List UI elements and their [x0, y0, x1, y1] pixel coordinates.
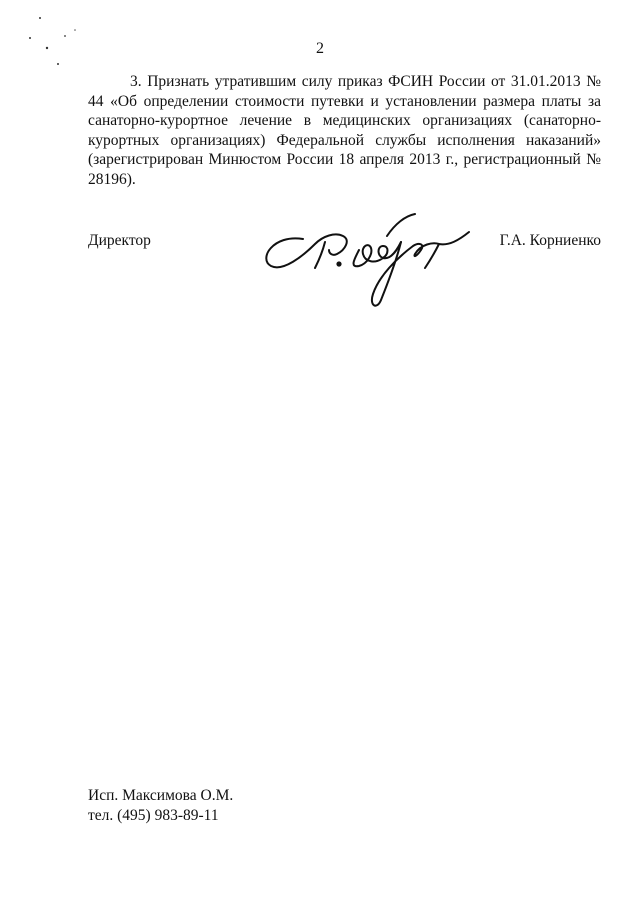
- page-number: 2: [316, 40, 324, 57]
- signature-block: [88, 232, 601, 302]
- clause-paragraph: [88, 72, 601, 189]
- handwritten-signature: [263, 184, 473, 309]
- clause-text: Признать утратившим силу приказ ФСИН России от 31.01.2013 № 44 «Об определении стоимости путевки и установлении размера платы за санаторно-курортное лечение в медицинских организациях (санаторно-курортных организациях) Федеральной службы исполнения наказаний» (зарегистрирован Минюстом России 18 апреля 2013 г., регистрационный № 28196).: [88, 73, 601, 188]
- clause-number: 3.: [130, 73, 142, 90]
- executor-block: [88, 786, 233, 826]
- executor-name: Исп. Максимова О.М.: [88, 787, 234, 804]
- signer-name: Г.А. Корниенко: [499, 232, 601, 249]
- executor-phone: тел. (495) 983-89-11: [88, 807, 219, 824]
- signer-title: Директор: [88, 232, 151, 249]
